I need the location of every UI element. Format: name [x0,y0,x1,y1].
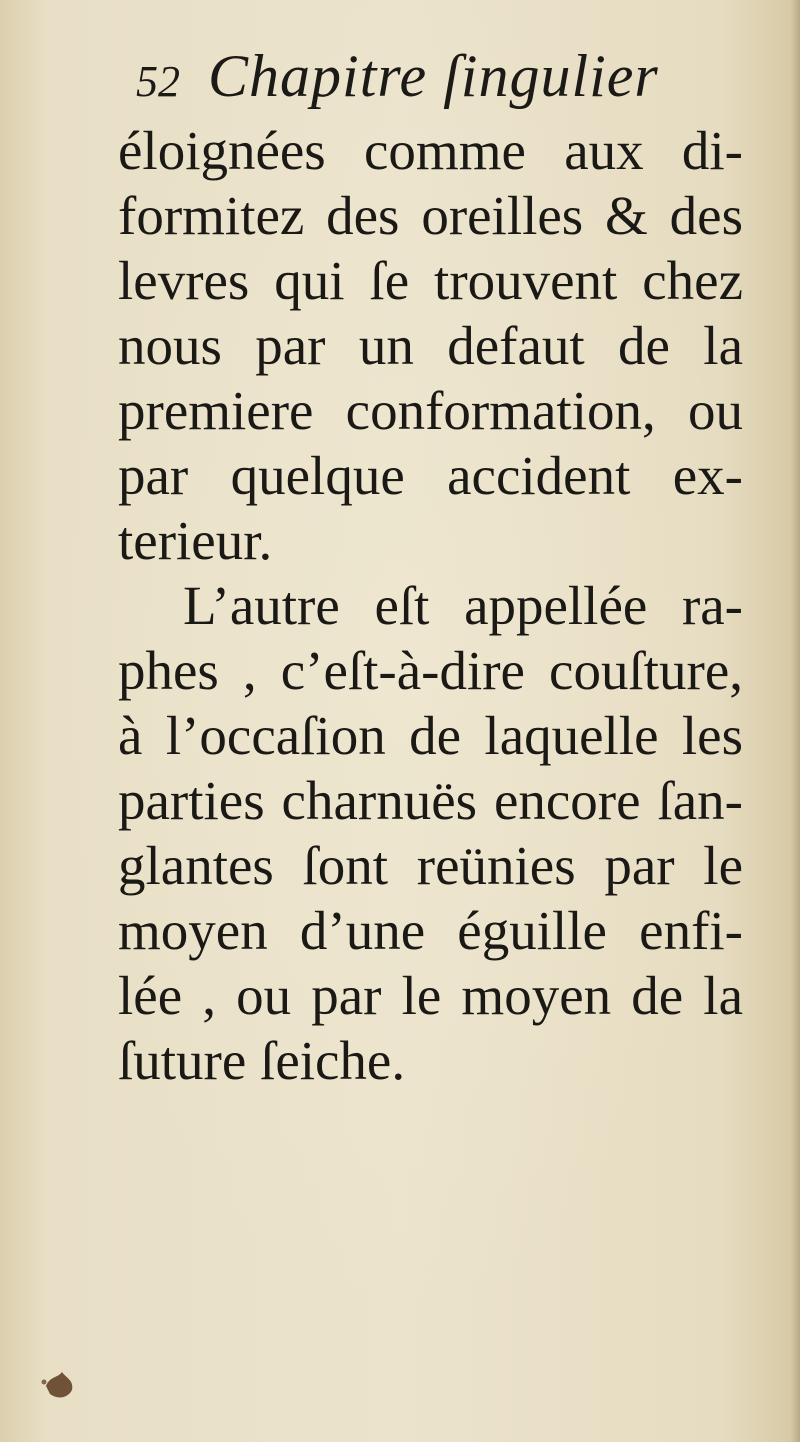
text-line: glantes ſont reünies par le [118,835,743,896]
page-edge-shadow [790,0,800,1442]
text-line: premiere conformation, ou [118,380,743,441]
page-header [136,42,659,111]
text-line: lée , ou par le moyen de la [118,965,743,1026]
text-line: ſuture ſeiche. [118,1030,406,1091]
text-line: levres qui ſe trouvent chez [118,250,743,311]
text-line: éloignées comme aux di- [118,120,743,181]
page-number: 52 [136,57,180,106]
text-line: phes , c’eſt-à-dire couſture, [118,640,743,701]
text-line: L’autre eſt appellée ra- [183,575,743,636]
text-line: moyen d’une éguille enfi- [118,900,743,961]
text-line: à l’occaſion de laquelle les [118,705,743,766]
text-line: formitez des oreilles & des [118,185,743,246]
text-line: nous par un defaut de la [118,315,743,376]
text-line: terieur. [118,510,273,571]
running-title: Chapitre ſingulier [208,43,659,109]
body-text [118,118,743,1093]
text-line: par quelque accident ex- [118,445,743,506]
ink-blot-icon [40,1364,80,1410]
text-line: parties charnuës encore ſan- [118,770,743,831]
show-through-texture [160,1130,760,1258]
